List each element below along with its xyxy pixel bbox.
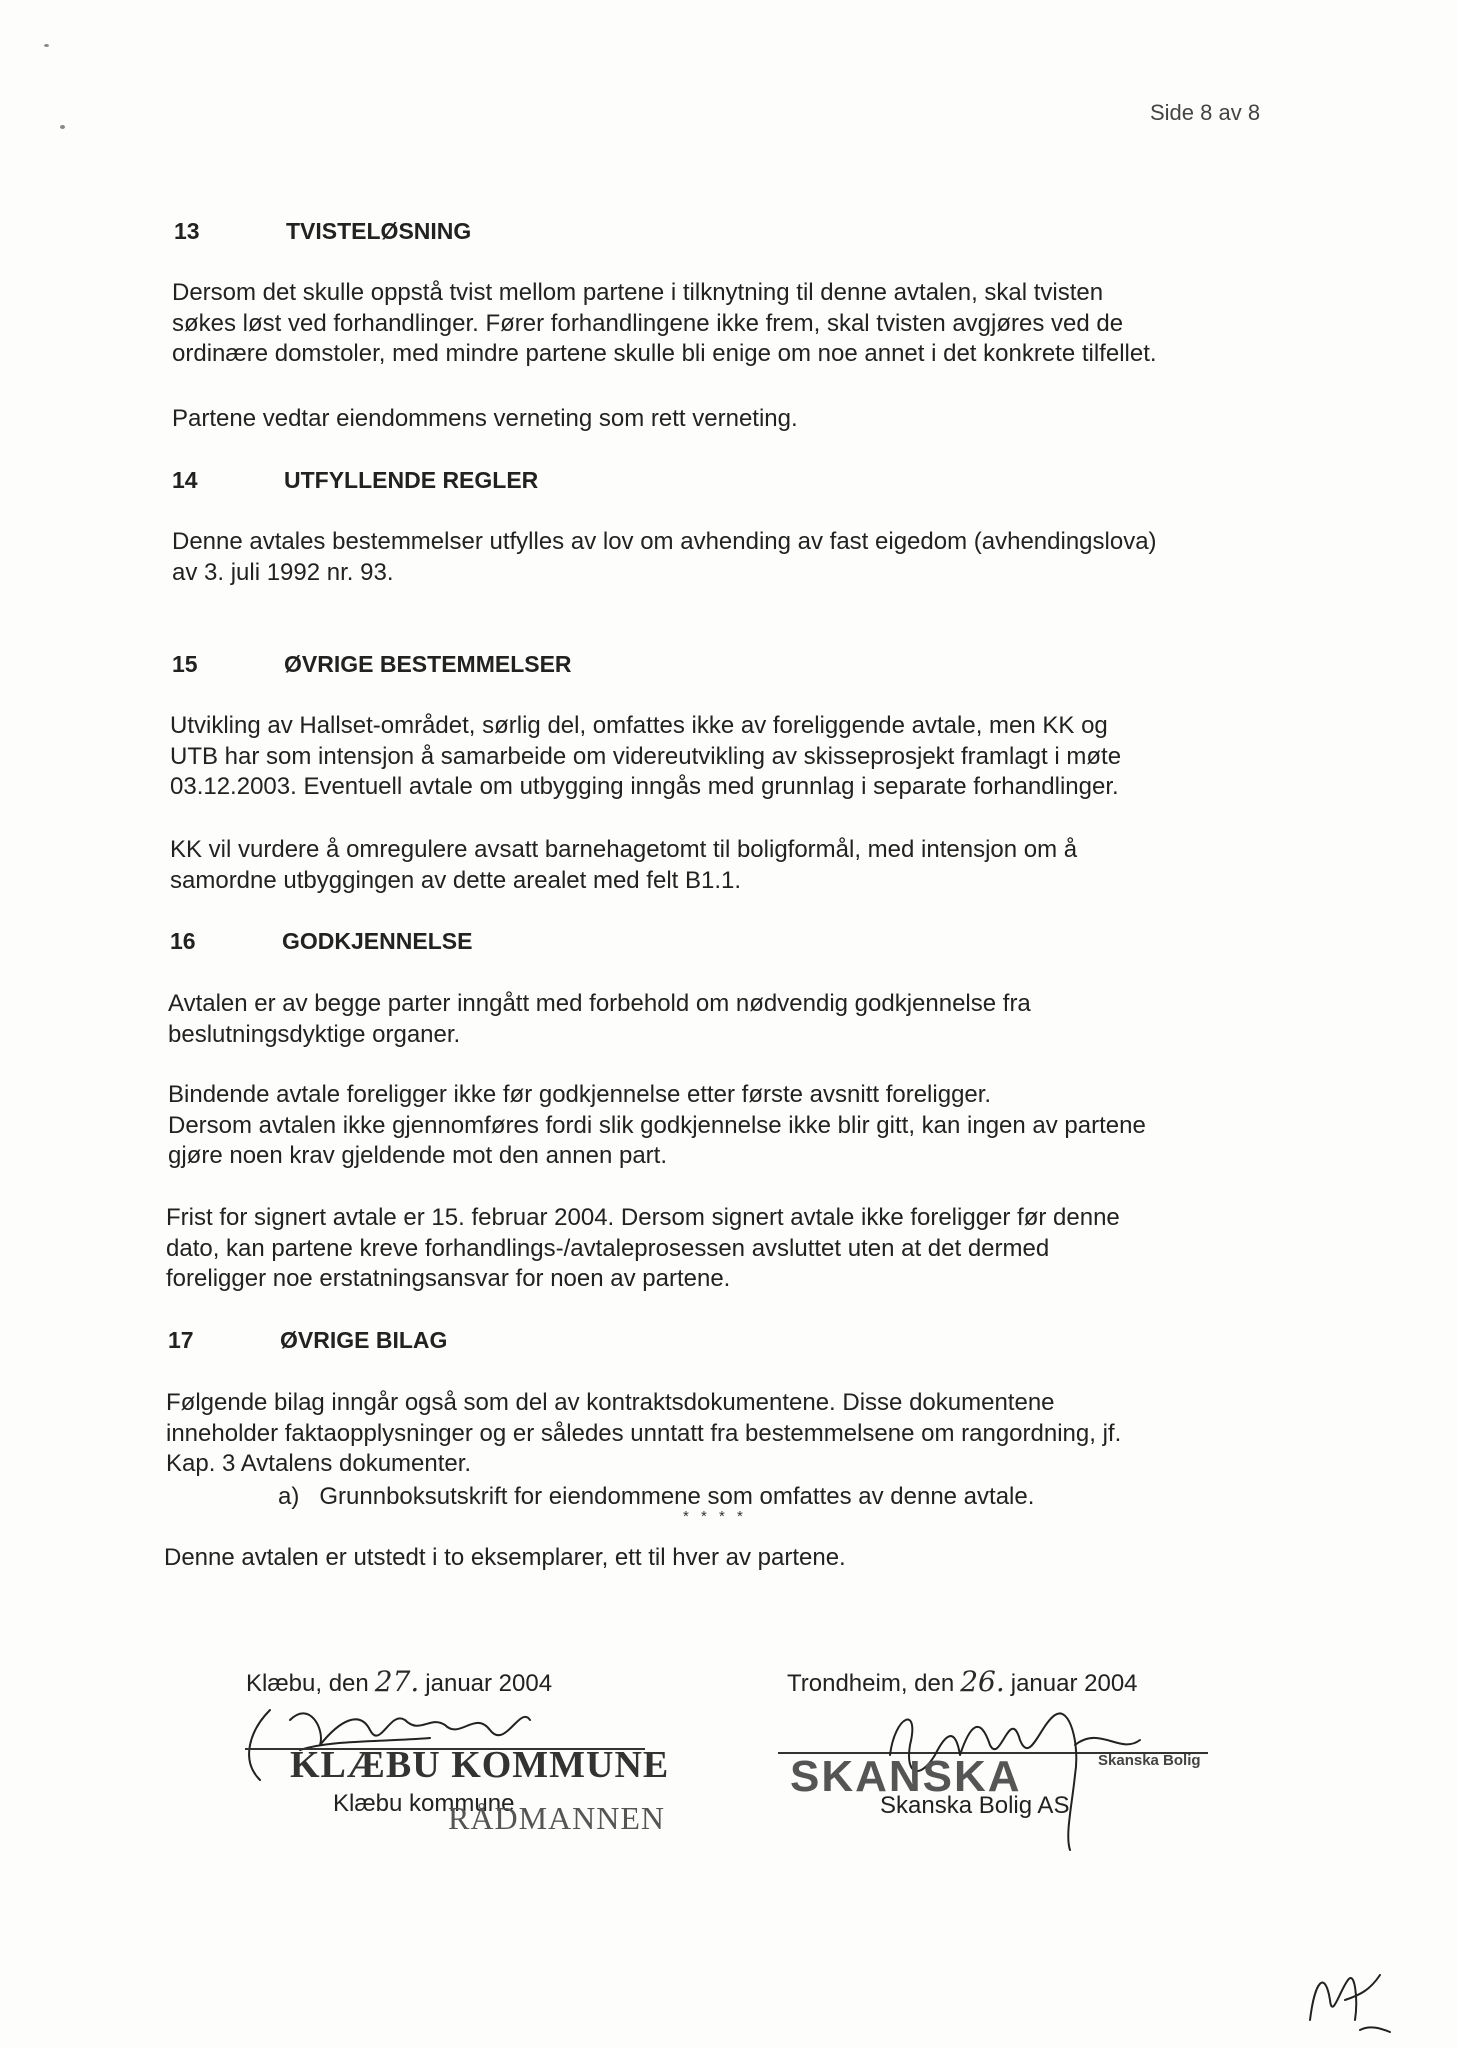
skanska-logo: SKANSKA xyxy=(790,1752,1022,1801)
text-line: Kap. 3 Avtalens dokumenter. xyxy=(166,1450,472,1477)
left-signer-name: Klæbu kommune xyxy=(333,1790,515,1817)
section-number: 15 xyxy=(172,651,198,677)
text-line: inneholder faktaopplysninger og er således unntatt fra bestemmelsene om rangordning, jf. xyxy=(166,1419,1122,1447)
text-line: beslutningsdyktige organer. xyxy=(168,1020,461,1048)
section-title: UTFYLLENDE REGLER xyxy=(284,467,539,493)
text-line: KK vil vurdere å omregulere avsatt barnehagetomt til boligformål, med intensjon om å xyxy=(170,836,1078,863)
signature-place: Trondheim, den xyxy=(787,1670,955,1697)
text-line: Følgende bilag inngår også som del av kontraktsdokumentene. Disse dokumentene xyxy=(166,1389,1055,1416)
skanska-bolig-stamp: Skanska Bolig xyxy=(1098,1752,1201,1769)
attachment-list-item xyxy=(278,1482,1034,1513)
section-17-heading xyxy=(168,1327,447,1354)
section-13-paragraph-1 xyxy=(172,278,1157,370)
section-title: GODKJENNELSE xyxy=(282,928,473,954)
text-line: 03.12.2003. Eventuell avtale om utbygging inngås med grunnlag i separate forhandlinger. xyxy=(170,773,1119,800)
text-line: av 3. juli 1992 nr. 93. xyxy=(172,558,394,586)
section-16-paragraph-1 xyxy=(168,989,1031,1050)
section-15-paragraph-1 xyxy=(170,711,1121,803)
section-number: 13 xyxy=(174,218,200,244)
page-number: Side 8 av 8 xyxy=(1150,100,1261,125)
text-line: søkes løst ved forhandlinger. Fører forhandlingene ikke frem, skal tvisten avgjøres ved de xyxy=(172,309,1124,337)
text-line: ordinære domstoler, med mindre partene skulle bli enige om noe annet i det konkrete tilfellet. xyxy=(172,340,1157,367)
section-title: TVISTELØSNING xyxy=(286,218,472,244)
section-15-heading xyxy=(172,651,572,678)
list-text: Grunnboksutskrift for eiendommene som omfattes av denne avtale. xyxy=(319,1483,1035,1510)
section-title: ØVRIGE BILAG xyxy=(280,1327,448,1353)
section-title: ØVRIGE BESTEMMELSER xyxy=(284,651,572,677)
section-16-heading xyxy=(170,928,472,955)
section-number: 14 xyxy=(172,467,198,493)
section-16-paragraph-3 xyxy=(166,1203,1120,1295)
section-16-paragraph-2 xyxy=(168,1080,1146,1172)
text-line: Dersom det skulle oppstå tvist mellom partene i tilknytning til denne avtalen, skal tvisten xyxy=(172,279,1104,306)
handwritten-day: 26. xyxy=(960,1665,1005,1698)
text-line: samordne utbyggingen av dette arealet med felt B1.1. xyxy=(170,866,742,894)
section-17-paragraph-1 xyxy=(166,1388,1121,1480)
scan-speck xyxy=(44,44,49,47)
text-line: Bindende avtale foreligger ikke før godkjennelse etter første avsnitt foreligger. xyxy=(168,1081,992,1108)
text-line: Dersom avtalen ikke gjennomføres fordi slik godkjennelse ikke blir gitt, kan ingen av partene xyxy=(168,1111,1146,1139)
right-signer-name: Skanska Bolig AS xyxy=(880,1792,1070,1819)
section-14-heading xyxy=(172,467,538,494)
text-line: Frist for signert avtale er 15. februar 2004. Dersom signert avtale ikke foreligger før denne xyxy=(166,1204,1120,1231)
separator-asterisks: * * * * xyxy=(683,1508,747,1525)
page-initials xyxy=(1300,1960,1400,2040)
section-13-paragraph-2 xyxy=(172,404,798,435)
municipality-stamp-line1: KLÆBU KOMMUNE xyxy=(290,1744,670,1786)
scan-speck xyxy=(60,125,65,129)
signature-place: Klæbu, den xyxy=(246,1670,369,1697)
municipality-stamp-line2: RÅDMANNEN xyxy=(448,1800,665,1836)
text-line: foreligger noe erstatningsansvar for noen av partene. xyxy=(166,1265,731,1292)
text-line: Partene vedtar eiendommens verneting som rett verneting. xyxy=(172,405,798,432)
section-15-paragraph-2 xyxy=(170,835,1077,896)
text-line: Denne avtales bestemmelser utfylles av lov om avhending av fast eigedom (avhendingslova) xyxy=(172,528,1157,555)
text-line: UTB har som intensjon å samarbeide om videreutvikling av skisseprosjekt framlagt i møte xyxy=(170,742,1122,770)
section-number: 17 xyxy=(168,1327,194,1353)
section-14-paragraph-1 xyxy=(172,527,1157,588)
section-13-heading xyxy=(174,218,471,245)
list-marker: a) xyxy=(278,1483,300,1510)
text-line: Avtalen er av begge parter inngått med forbehold om nødvendig godkjennelse fra xyxy=(168,990,1031,1017)
text-line: gjøre noen krav gjeldende mot den annen part. xyxy=(168,1142,667,1169)
signature-month-year: januar 2004 xyxy=(1010,1670,1138,1697)
text-line: Utvikling av Hallset-området, sørlig del, omfattes ikke av foreliggende avtale, men KK og xyxy=(170,712,1108,739)
signature-month-year: januar 2004 xyxy=(425,1670,553,1697)
handwritten-day: 27. xyxy=(374,1665,420,1698)
section-number: 16 xyxy=(170,928,196,954)
text-line: dato, kan partene kreve forhandlings-/avtaleprosessen avsluttet uten at det dermed xyxy=(166,1234,1050,1262)
closing-statement: Denne avtalen er utstedt i to eksemplarer, ett til hver av partene. xyxy=(164,1544,846,1571)
